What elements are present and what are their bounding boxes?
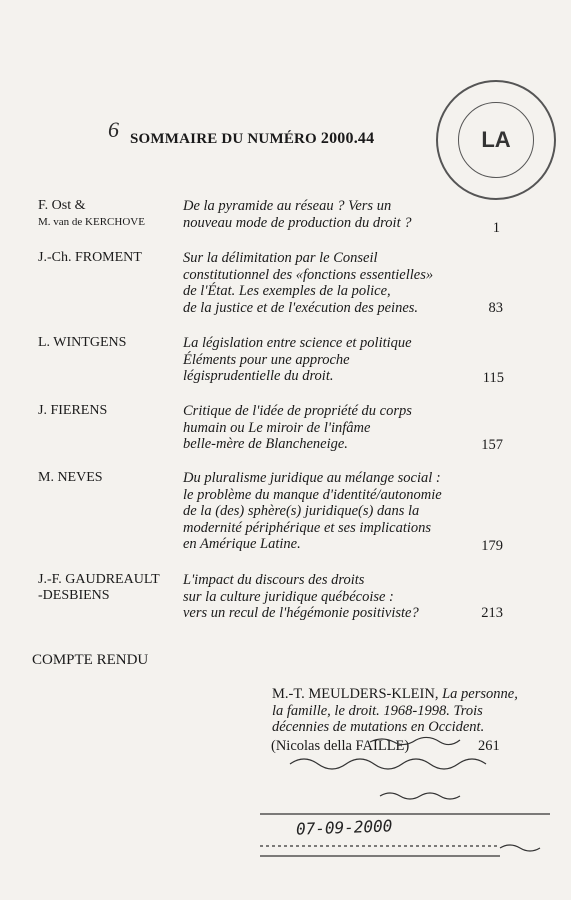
author-line: -DESBIENS [38,588,110,603]
title-number: 2000.44 [320,130,375,147]
toc-author [38,198,145,230]
section-heading: COMPTE RENDU [32,652,149,668]
author-line: J.-Ch. FROMENT [38,250,142,265]
review-author: M.-T. MEULDERS-KLEIN, [272,686,439,702]
toc-article-title [183,250,483,316]
title-line: modernité périphérique et ses implications [183,519,432,536]
title-line: Éléments pour une approche [183,351,350,368]
title-line: de l'État. Les exemples de la police, [183,283,391,299]
author-line: M. NEVES [38,470,103,485]
title-line: vers un recul de l'hégémonie positiviste? [183,605,419,621]
toc-page-number: 179 [481,538,503,554]
page-mark: 6 [108,117,119,142]
toc-article-title [183,198,483,231]
toc-page-number: 83 [488,300,503,316]
review-title-line: La personne, [442,686,518,702]
title-line: légisprudentielle du droit. [183,368,334,384]
review-title-line: décennies de mutations en Occident. [272,719,485,735]
review-line [272,686,571,703]
title-line: de la (des) sphère(s) juridique(s) dans la [183,503,420,519]
author-line: F. Ost & [38,198,86,213]
author-line: J. FIERENS [38,403,108,418]
toc-author [38,335,126,351]
title-line: constitutionnel des «fonctions essentielles» [183,266,434,283]
library-stamp [436,80,556,200]
toc-author [38,250,142,266]
title-line: Du pluralisme juridique au mélange social : [183,470,441,486]
review-title-line: la famille, le droit. 1968-1998. Trois [272,702,483,719]
toc-author [38,470,103,486]
toc-article-title [183,403,483,453]
title-line: La législation entre science et politique [183,335,412,351]
reviewer-name: (Nicolas della FAILLE) [271,738,410,754]
title-line: Critique de l'idée de propriété du corps [183,403,412,419]
page-title [130,130,374,148]
toc-author [38,572,160,604]
toc-article-title [183,335,483,385]
toc-article-title [183,470,483,553]
toc-page-number: 115 [482,370,504,386]
title-line: L'impact du discours des droits [183,572,365,588]
toc-page-number: 1 [492,220,500,236]
library-stamp-inner [458,102,534,178]
title-line: De la pyramide au réseau ? Vers un [183,198,392,214]
title-prefix: SOMMAIRE DU NUMÉRO [130,131,321,147]
title-line: sur la culture juridique québécoise : [183,588,394,605]
title-line: de la justice et de l'exécution des peines. [183,299,419,316]
toc-author [38,403,107,419]
title-line: Sur la délimitation par le Conseil [183,250,378,266]
author-line: J.-F. GAUDREAULT [38,572,160,587]
title-line: belle-mère de Blancheneige. [183,436,348,452]
title-line: le problème du manque d'identité/autonomie [183,486,442,503]
title-line: humain ou Le miroir de l'infâme [183,419,371,436]
title-line: en Amérique Latine. [183,536,301,552]
title-line: nouveau mode de production du droit ? [183,214,412,231]
author-line: M. van de KERCHOVE [38,216,145,228]
author-line: L. WINTGENS [38,335,127,350]
toc-page-number: 213 [481,605,503,621]
review-page-number: 261 [478,738,500,754]
toc-page-number: 157 [481,437,503,453]
registration-stamp [250,728,560,878]
registration-date: 07-09-2000 [295,816,393,839]
library-stamp-letters: LA [481,127,511,152]
toc-article-title [183,572,483,622]
